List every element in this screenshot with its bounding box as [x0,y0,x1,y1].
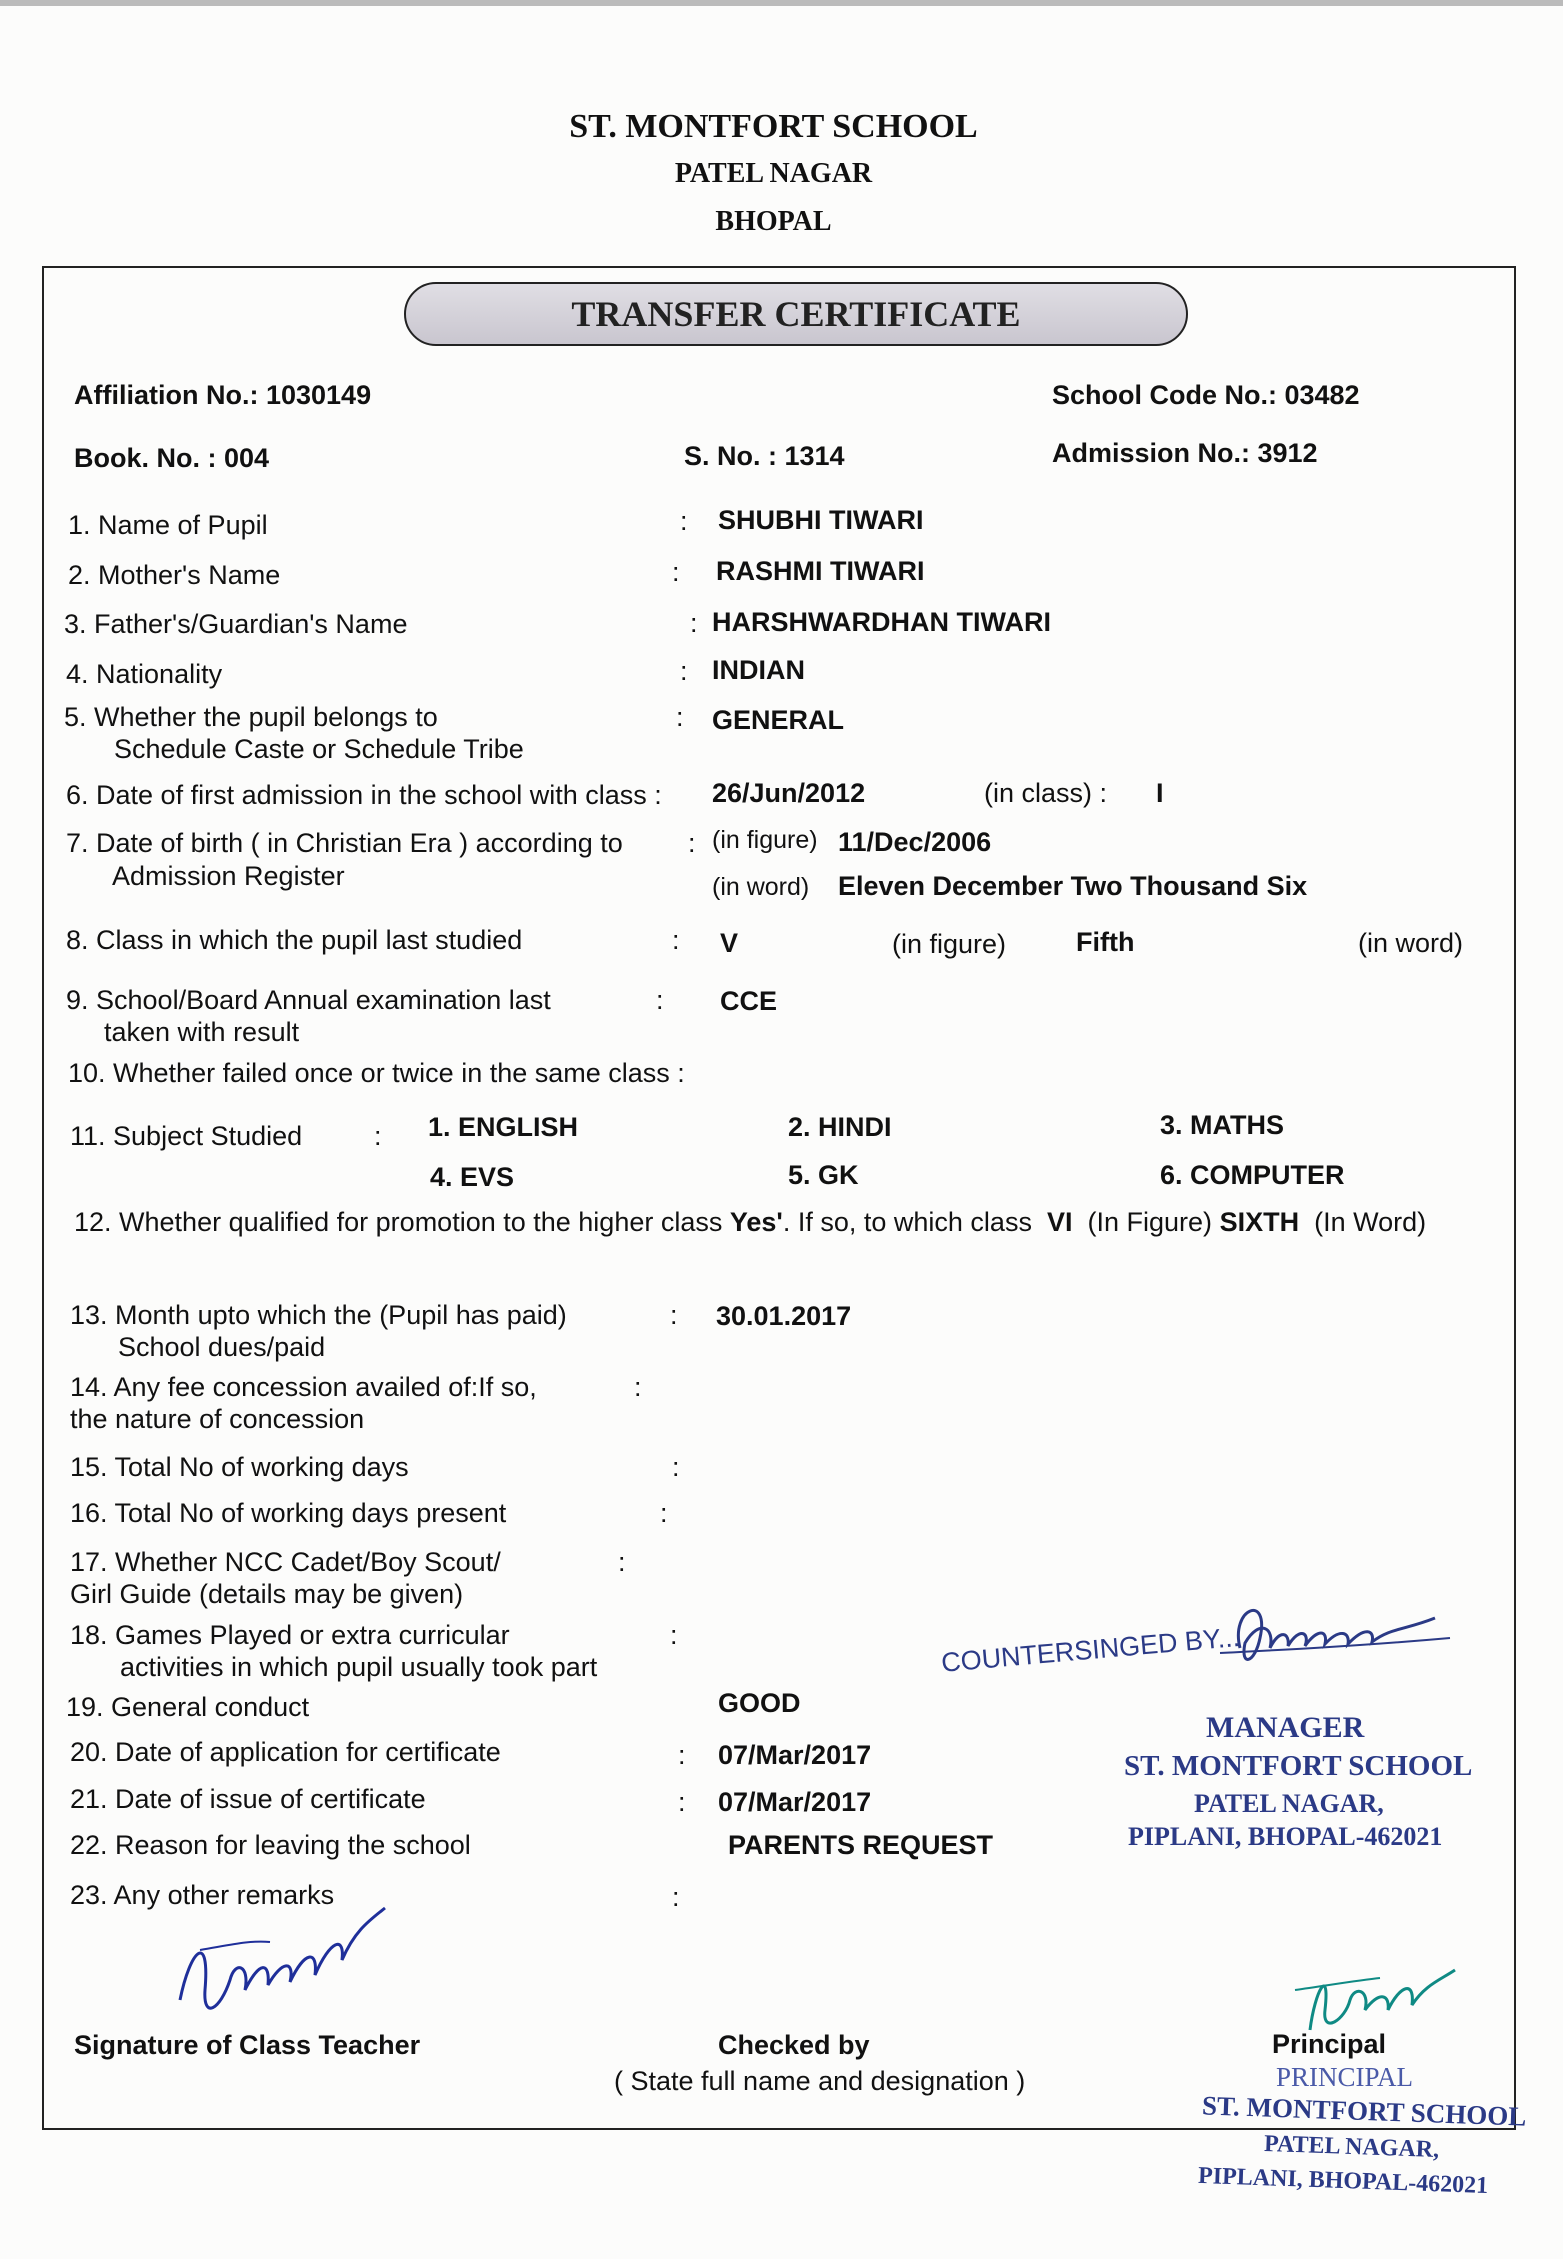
scan-top-edge [0,0,1563,6]
row6-value: 26/Jun/2012 [712,778,866,808]
principal-stamp-school: ST. MONTFORT SCHOOL [1201,2090,1527,2132]
row8-label: 8. Class in which the pupil last studied [66,925,523,955]
row2-value: RASHMI TIWARI [716,556,925,586]
row21-label: 21. Date of issue of certificate [70,1784,426,1814]
row14-colon: : [634,1372,642,1402]
row14-label: 14. Any fee concession availed of:If so, [70,1372,537,1402]
row17-label: 17. Whether NCC Cadet/Boy Scout/ [70,1547,501,1577]
row18-label: 18. Games Played or extra curricular [70,1620,510,1650]
row22-value: PARENTS REQUEST [728,1830,994,1860]
row21-value: 07/Mar/2017 [718,1787,872,1817]
row6-class-label: (in class) : [984,778,1108,808]
row3-label: 3. Father's/Guardian's Name [64,609,408,639]
row9-colon: : [656,985,664,1015]
row5-label: 5. Whether the pupil belongs to [64,702,438,732]
row10-label: 10. Whether failed once or twice in the same class : [68,1058,685,1088]
manager-stamp-title: MANAGER [1206,1711,1365,1744]
row13-colon: : [670,1300,678,1330]
row6-label: 6. Date of first admission in the school with class : [66,780,662,810]
row17-colon: : [618,1547,626,1577]
row12-yes: Yes' [729,1207,783,1237]
row17-label-2: Girl Guide (details may be given) [70,1579,464,1609]
subject-1: 1. ENGLISH [428,1112,579,1142]
row9-label: 9. School/Board Annual examination last [66,985,551,1015]
row8-fig-value: V [720,928,739,958]
row5-value: GENERAL [712,705,845,735]
row6-class-value: I [1156,778,1164,808]
school-area: PATEL NAGAR [674,158,873,189]
row12-word: SIXTH [1219,1207,1300,1237]
certificate-title: TRANSFER CERTIFICATE [404,282,1188,346]
row7-word-label: (in word) [712,873,810,901]
principal-stamp-address: PIPLANI, BHOPAL-462021 [1197,2162,1489,2200]
manager-stamp-address: PIPLANI, BHOPAL-462021 [1128,1822,1443,1851]
row20-label: 20. Date of application for certificate [70,1737,501,1767]
row1-label: 1. Name of Pupil [68,510,268,540]
row14-label-2: the nature of concession [70,1404,365,1434]
row4-value: INDIAN [712,655,805,685]
manager-stamp-area: PATEL NAGAR, [1194,1789,1384,1818]
principal-stamp-area: PATEL NAGAR, [1263,2130,1440,2164]
manager-signature [1200,1588,1460,1678]
row13-label: 13. Month upto which the (Pupil has paid) [70,1300,567,1330]
row1-value: SHUBHI TIWARI [718,505,924,535]
row19-label: 19. General conduct [66,1692,310,1722]
manager-stamp-school: ST. MONTFORT SCHOOL [1124,1750,1473,1782]
row8-colon: : [672,925,680,955]
row5-label-2: Schedule Caste or Schedule Tribe [114,734,524,764]
row13-label-2: School dues/paid [118,1332,326,1362]
subject-6: 6. COMPUTER [1160,1160,1345,1190]
row12-word-label: (In Word) [1314,1207,1427,1237]
row4-colon: : [680,656,688,686]
checked-by-label: Checked by [718,2030,870,2060]
row8-word-label: (in word) [1358,928,1464,958]
row20-colon: : [678,1740,686,1770]
row7-label-2: Admission Register [112,861,345,891]
row7-word-value: Eleven December Two Thousand Six [838,871,1308,901]
row9-value: CCE [720,986,778,1016]
serial-no: S. No. : 1314 [684,441,845,471]
row9-label-2: taken with result [104,1017,300,1047]
row1-colon: : [680,506,688,536]
row7-label: 7. Date of birth ( in Christian Era ) according to [66,828,623,858]
class-teacher-signature-label: Signature of Class Teacher [74,2030,421,2060]
row3-value: HARSHWARDHAN TIWARI [712,607,1051,637]
row15-colon: : [672,1452,680,1482]
row12-fig-label: (In Figure) [1087,1207,1213,1237]
row2-label: 2. Mother's Name [68,560,281,590]
row4-label: 4. Nationality [66,659,223,689]
subject-4: 4. EVS [430,1162,515,1192]
school-code-no: School Code No.: 03482 [1052,380,1360,410]
checked-by-note: ( State full name and designation ) [614,2066,1026,2096]
row8-word-value: Fifth [1076,927,1135,957]
row12-mid: . If so, to which class [782,1207,1032,1237]
row20-value: 07/Mar/2017 [718,1740,872,1770]
row13-value: 30.01.2017 [716,1301,852,1331]
row8-fig-label: (in figure) [892,929,1007,959]
book-no: Book. No. : 004 [74,443,270,473]
row11-label: 11. Subject Studied [70,1121,303,1151]
row16-colon: : [660,1498,668,1528]
admission-no: Admission No.: 3912 [1052,438,1318,468]
row7-fig-value: 11/Dec/2006 [838,827,992,857]
row12-line [74,1207,1426,1238]
row23-colon: : [672,1882,680,1912]
row5-colon: : [676,702,684,732]
row22-label: 22. Reason for leaving the school [70,1830,471,1860]
row21-colon: : [678,1787,686,1817]
row18-colon: : [670,1620,678,1650]
principal-stamp-title: PRINCIPAL [1276,2062,1414,2092]
row11-colon: : [374,1121,382,1151]
row15-label: 15. Total No of working days [70,1452,409,1482]
row12-label: 12. Whether qualified for promotion to the higher class [74,1207,723,1237]
row12-class: VI [1046,1207,1073,1237]
row2-colon: : [672,557,680,587]
row3-colon: : [690,608,698,638]
row7-fig-label: (in figure) [712,826,818,854]
row16-label: 16. Total No of working days present [70,1498,507,1528]
subject-5: 5. GK [788,1160,859,1190]
row7-colon: : [688,828,696,858]
row18-label-2: activities in which pupil usually took part [120,1652,598,1682]
principal-label: Principal [1272,2029,1387,2059]
class-teacher-signature [170,1890,400,2040]
affiliation-no: Affiliation No.: 1030149 [74,380,372,410]
row19-value: GOOD [718,1688,801,1718]
countersigned-stamp: COUNTERSINGED BY... [940,1621,1242,1678]
subject-3: 3. MATHS [1160,1110,1285,1140]
school-name: ST. MONTFORT SCHOOL [569,108,978,145]
subject-2: 2. HINDI [788,1112,892,1142]
row23-label: 23. Any other remarks [70,1880,335,1910]
school-city: BHOPAL [715,206,832,237]
